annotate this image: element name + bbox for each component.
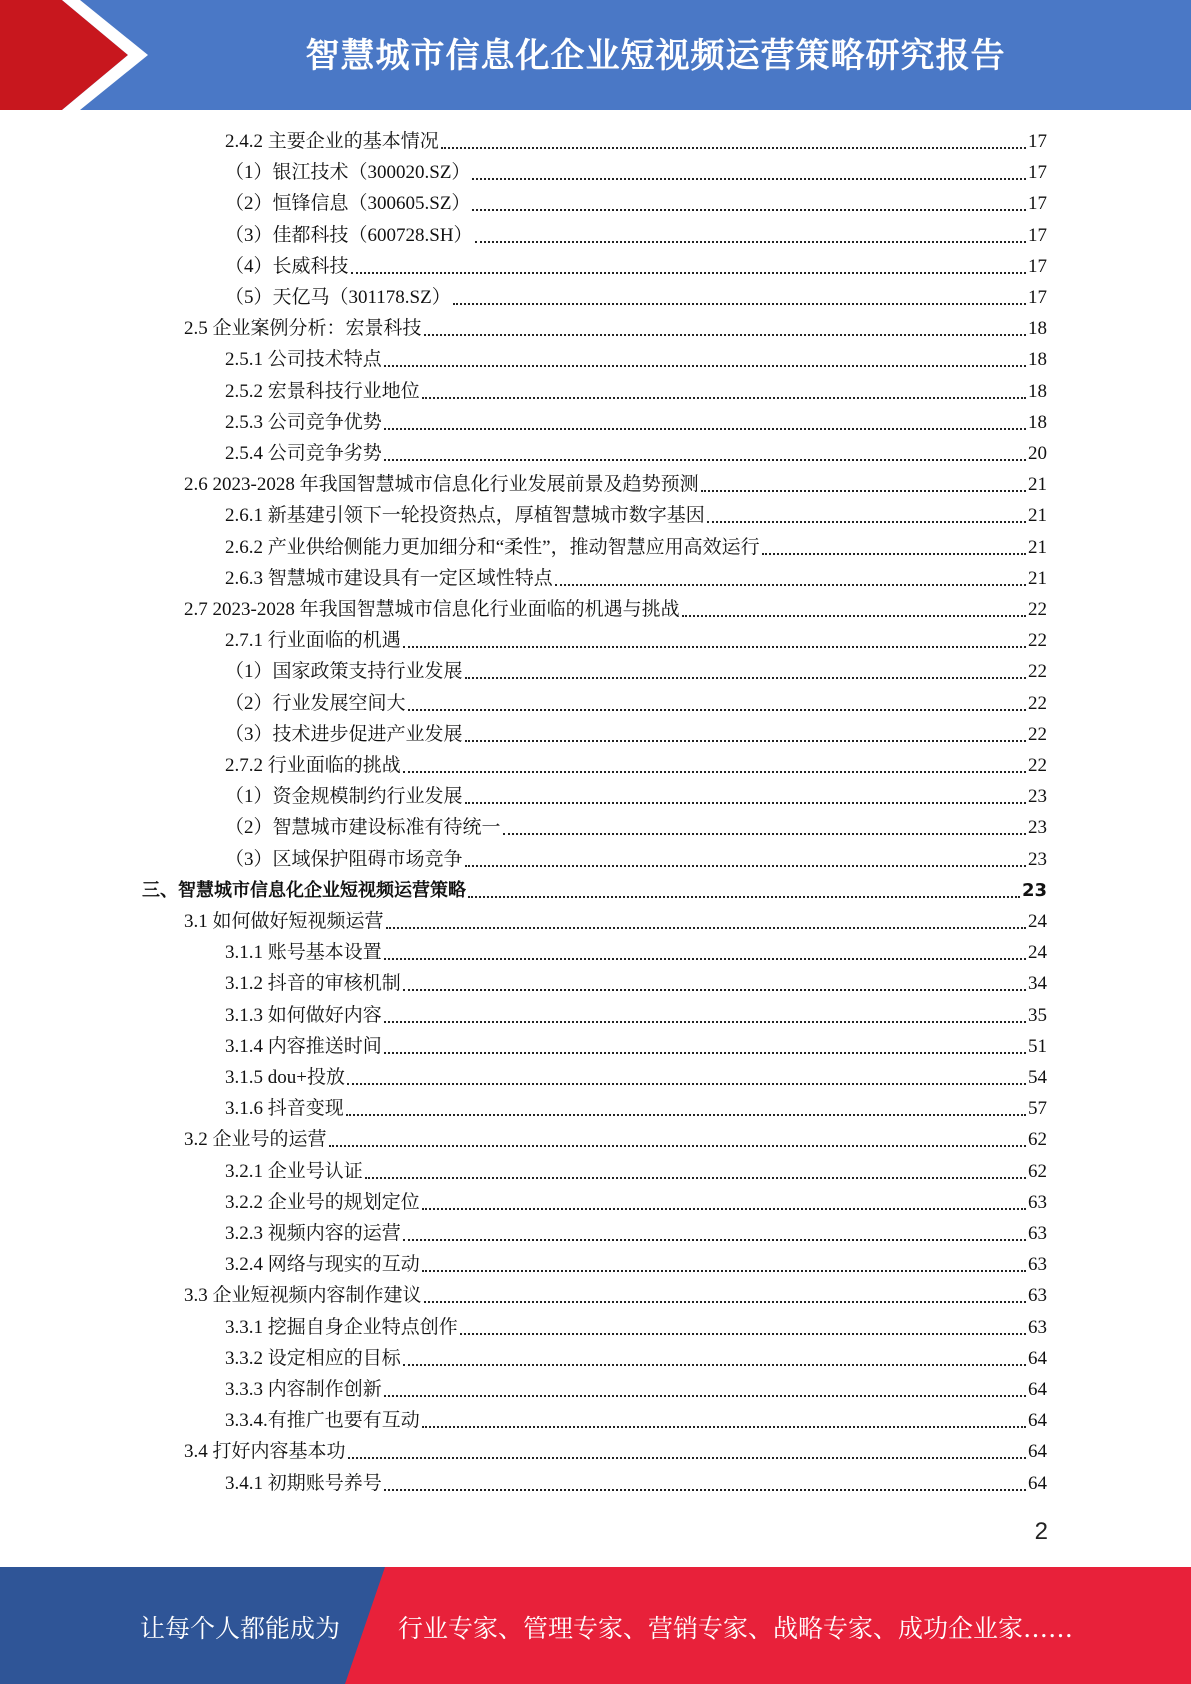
toc-leader-dots [475, 241, 1026, 243]
toc-leader-dots [329, 1145, 1026, 1147]
toc-entry-page: 21 [1028, 474, 1047, 496]
toc-entry-label: 三、智慧城市信息化企业短视频运营策略 [142, 879, 466, 901]
toc-leader-dots [384, 1489, 1026, 1491]
toc-leader-dots [682, 615, 1026, 617]
toc-leader-dots [403, 1239, 1026, 1241]
toc-leader-dots [472, 178, 1026, 180]
toc-entry-label: 3.3.1 挖掘自身企业特点创作 [225, 1316, 458, 1338]
toc-entry-label: 3.1.6 抖音变现 [225, 1098, 344, 1120]
toc-entry-page: 22 [1028, 755, 1047, 776]
toc-leader-dots [384, 1021, 1026, 1023]
toc-entry-label: 2.7 2023-2028 年我国智慧城市信息化行业面临的机遇与挑战 [184, 599, 680, 620]
toc-entry[interactable] [225, 1374, 1047, 1405]
toc-leader-dots [403, 771, 1026, 773]
toc-leader-dots [403, 646, 1026, 648]
toc-entry[interactable] [225, 1062, 1047, 1093]
toc-leader-dots [384, 428, 1026, 430]
toc-leader-dots [384, 958, 1026, 960]
footer-slogan-right: 行业专家、管理专家、营销专家、战略专家、成功企业家…… [398, 1614, 1074, 1643]
report-title: 智慧城市信息化企业短视频运营策略研究报告 [305, 36, 1006, 76]
toc-entry-label: 3.4.1 初期账号养号 [225, 1472, 382, 1494]
toc-entry-page: 62 [1028, 1129, 1047, 1151]
toc-entry[interactable] [184, 594, 1047, 625]
toc-leader-dots [555, 584, 1026, 586]
toc-entry[interactable] [225, 532, 1047, 563]
toc-entry-label: （1）银江技术（300020.SZ） [225, 162, 471, 184]
toc-entry-label: 2.6.3 智慧城市建设具有一定区域性特点 [225, 567, 553, 589]
toc-entry[interactable] [225, 251, 1047, 282]
toc-leader-dots [441, 147, 1026, 149]
toc-entry-label: 2.5 企业案例分析：宏景科技 [184, 318, 422, 340]
toc-entry-page: 34 [1028, 973, 1047, 995]
toc-entry-label: 3.1.1 账号基本设置 [225, 942, 382, 964]
header-arrow-accent [0, 0, 170, 110]
toc-entry-page: 24 [1028, 911, 1047, 932]
toc-leader-dots [384, 365, 1026, 367]
toc-entry[interactable] [225, 1343, 1047, 1374]
toc-entry[interactable] [225, 438, 1047, 469]
toc-entry[interactable] [225, 750, 1047, 781]
toc-entry-page: 64 [1028, 1441, 1047, 1463]
toc-entry[interactable] [225, 625, 1047, 656]
toc-entry[interactable] [225, 1156, 1047, 1187]
toc-entry-page: 22 [1028, 661, 1047, 683]
toc-entry-label: 2.6.1 新基建引领下一轮投资热点，厚植智慧城市数字基因 [225, 505, 705, 527]
toc-entry-page: 17 [1028, 255, 1047, 277]
toc-entry-label: （3）佳都科技（600728.SH） [225, 224, 473, 246]
toc-entry-label: （3）区域保护阻碍市场竞争 [225, 848, 463, 870]
toc-entry-page: 17 [1028, 131, 1047, 152]
toc-entry-label: （2）行业发展空间大 [225, 692, 406, 714]
toc-entry[interactable] [225, 968, 1047, 999]
toc-entry[interactable] [225, 344, 1047, 375]
toc-entry-label: 3.2.4 网络与现实的互动 [225, 1254, 420, 1276]
toc-entry-page: 18 [1028, 349, 1047, 371]
toc-leader-dots [348, 1457, 1026, 1459]
footer-slogan-left: 让每个人都能成为 [140, 1614, 341, 1643]
toc-entry-page: 18 [1028, 318, 1047, 340]
toc-entry-label: 3.1.3 如何做好内容 [225, 1004, 382, 1026]
toc-leader-dots [351, 272, 1026, 274]
toc-entry[interactable] [225, 1093, 1047, 1124]
toc-entry[interactable] [225, 1031, 1047, 1062]
toc-entry-label: （3）技术进步促进产业发展 [225, 723, 463, 745]
toc-entry[interactable] [225, 1405, 1047, 1436]
toc-leader-dots [424, 334, 1026, 336]
toc-entry-label: 2.5.3 公司竞争优势 [225, 411, 382, 433]
toc-entry-label: 3.1.4 内容推送时间 [225, 1035, 382, 1057]
toc-leader-dots [384, 459, 1026, 461]
toc-leader-dots [472, 209, 1026, 211]
toc-entry-page: 63 [1028, 1223, 1047, 1244]
toc-leader-dots [465, 740, 1026, 742]
toc-entry[interactable] [225, 1468, 1047, 1499]
toc-entry-page: 18 [1028, 411, 1047, 433]
toc-entry-label: 3.2 企业号的运营 [184, 1129, 327, 1151]
toc-entry-page: 35 [1028, 1004, 1047, 1026]
toc-entry-page: 64 [1028, 1472, 1047, 1494]
toc-entry-label: 2.7.2 行业面临的挑战 [225, 755, 401, 776]
toc-entry[interactable] [225, 1187, 1047, 1218]
toc-entry[interactable] [225, 937, 1047, 968]
toc-leader-dots [503, 833, 1026, 835]
toc-entry-page: 17 [1028, 224, 1047, 246]
toc-entry-label: 3.1 如何做好短视频运营 [184, 911, 384, 932]
toc-entry-page: 62 [1028, 1160, 1047, 1182]
toc-leader-dots [365, 1177, 1026, 1179]
toc-entry-label: 2.5.4 公司竞争劣势 [225, 443, 382, 464]
toc-leader-dots [386, 927, 1026, 929]
toc-leader-dots [422, 1270, 1026, 1272]
toc-entry-label: （1）资金规模制约行业发展 [225, 786, 463, 808]
toc-leader-dots [403, 989, 1026, 991]
toc-entry-page: 23 [1028, 817, 1047, 839]
toc-entry-label: 3.2.3 视频内容的运营 [225, 1223, 401, 1244]
toc-entry-page: 64 [1028, 1379, 1047, 1400]
toc-entry-page: 64 [1028, 1410, 1047, 1432]
toc-entry-page: 22 [1028, 723, 1047, 745]
toc-leader-dots [707, 521, 1026, 523]
toc-entry[interactable] [225, 188, 1047, 219]
toc-leader-dots [465, 802, 1026, 804]
toc-entry-label: 3.1.2 抖音的审核机制 [225, 973, 401, 995]
toc-entry[interactable] [184, 1280, 1047, 1311]
toc-leader-dots [701, 490, 1026, 492]
toc-leader-dots [762, 553, 1026, 555]
toc-entry-page: 17 [1028, 162, 1047, 184]
toc-entry[interactable] [225, 656, 1047, 687]
toc-entry[interactable] [225, 220, 1047, 251]
toc-entry[interactable] [225, 157, 1047, 188]
toc-entry-label: 3.4 打好内容基本功 [184, 1441, 346, 1463]
toc-entry[interactable] [184, 1124, 1047, 1155]
toc-leader-dots [408, 709, 1026, 711]
toc-entry-page: 54 [1028, 1067, 1047, 1088]
toc-leader-dots [468, 896, 1020, 898]
toc-leader-dots [384, 1395, 1026, 1397]
toc-entry-label: 2.7.1 行业面临的机遇 [225, 630, 401, 652]
toc-entry[interactable] [225, 844, 1047, 875]
toc-entry-page: 22 [1028, 630, 1047, 652]
toc-leader-dots [347, 1083, 1026, 1085]
toc-entry[interactable] [225, 812, 1047, 843]
toc-entry[interactable] [225, 688, 1047, 719]
toc-leader-dots [453, 303, 1026, 305]
page-number: 2 [1034, 1518, 1048, 1545]
toc-entry-page: 21 [1028, 536, 1047, 558]
toc-entry-label: 3.3.3 内容制作创新 [225, 1379, 382, 1400]
toc-entry-label: 3.3.2 设定相应的目标 [225, 1347, 401, 1369]
toc-entry-page: 64 [1028, 1347, 1047, 1369]
toc-entry-page: 23 [1028, 848, 1047, 870]
toc-leader-dots [422, 397, 1026, 399]
toc-entry-label: 3.2.1 企业号认证 [225, 1160, 363, 1182]
toc-entry-page: 63 [1028, 1254, 1047, 1276]
toc-entry[interactable] [225, 376, 1047, 407]
toc-entry[interactable] [142, 875, 1047, 906]
toc-leader-dots [346, 1114, 1026, 1116]
toc-entry-page: 17 [1028, 193, 1047, 215]
toc-entry-page: 63 [1028, 1191, 1047, 1213]
toc-entry-label: 2.6.2 产业供给侧能力更加细分和“柔性”，推动智慧应用高效运行 [225, 536, 760, 558]
toc-entry-label: （2）智慧城市建设标准有待统一 [225, 817, 501, 839]
toc-entry-page: 20 [1028, 443, 1047, 464]
toc-entry[interactable] [184, 906, 1047, 937]
toc-entry[interactable] [225, 1000, 1047, 1031]
toc-entry-page: 21 [1028, 505, 1047, 527]
toc-entry[interactable] [225, 719, 1047, 750]
toc-entry-page: 23 [1028, 786, 1047, 808]
toc-leader-dots [422, 1426, 1026, 1428]
toc-entry[interactable] [184, 469, 1047, 500]
toc-entry-label: 3.1.5 dou+投放 [225, 1067, 345, 1088]
toc-entry[interactable] [225, 1312, 1047, 1343]
toc-entry-label: 3.2.2 企业号的规划定位 [225, 1191, 420, 1213]
toc-entry-page: 63 [1028, 1316, 1047, 1338]
toc-entry-label: （2）恒锋信息（300605.SZ） [225, 193, 471, 215]
toc-entry[interactable] [225, 781, 1047, 812]
toc-entry-label: 3.3 企业短视频内容制作建议 [184, 1285, 422, 1307]
toc-entry-page: 17 [1028, 287, 1047, 308]
toc-entry[interactable] [184, 313, 1047, 344]
toc-entry[interactable] [225, 1249, 1047, 1280]
page-footer [0, 1567, 1191, 1684]
toc-entry-page: 24 [1028, 942, 1047, 964]
toc-entry-label: 2.5.2 宏景科技行业地位 [225, 380, 420, 402]
toc-leader-dots [384, 1052, 1026, 1054]
toc-leader-dots [460, 1333, 1026, 1335]
toc-leader-dots [422, 1208, 1026, 1210]
toc-entry[interactable] [225, 1218, 1047, 1249]
toc-entry[interactable] [225, 500, 1047, 531]
toc-entry-label: （1）国家政策支持行业发展 [225, 661, 463, 683]
toc-leader-dots [424, 1301, 1026, 1303]
toc-entry[interactable] [225, 563, 1047, 594]
toc-entry-page: 18 [1028, 380, 1047, 402]
toc-entry-page: 51 [1028, 1035, 1047, 1057]
toc-entry-page: 22 [1028, 692, 1047, 714]
toc-entry-page: 21 [1028, 567, 1047, 589]
toc-entry-label: 2.5.1 公司技术特点 [225, 349, 382, 371]
toc-entry[interactable] [225, 407, 1047, 438]
toc-entry-label: （4）长威科技 [225, 255, 349, 277]
toc-entry-label: 2.4.2 主要企业的基本情况 [225, 131, 439, 152]
toc-entry-label: 3.3.4.有推广也要有互动 [225, 1410, 420, 1432]
toc-entry-page: 22 [1028, 599, 1047, 620]
toc-entry-page: 63 [1028, 1285, 1047, 1307]
toc-leader-dots [403, 1364, 1026, 1366]
page-header [0, 0, 1191, 110]
toc-entry-label: 2.6 2023-2028 年我国智慧城市信息化行业发展前景及趋势预测 [184, 474, 699, 496]
toc-entry[interactable] [225, 282, 1047, 313]
toc-leader-dots [465, 677, 1026, 679]
toc-entry-page: 23 [1021, 879, 1047, 901]
toc-entry[interactable] [184, 1436, 1047, 1467]
toc-entry-label: （5）天亿马（301178.SZ） [225, 287, 451, 308]
toc-leader-dots [465, 865, 1026, 867]
toc-entry-page: 57 [1028, 1098, 1047, 1120]
toc-entry[interactable] [225, 126, 1047, 157]
